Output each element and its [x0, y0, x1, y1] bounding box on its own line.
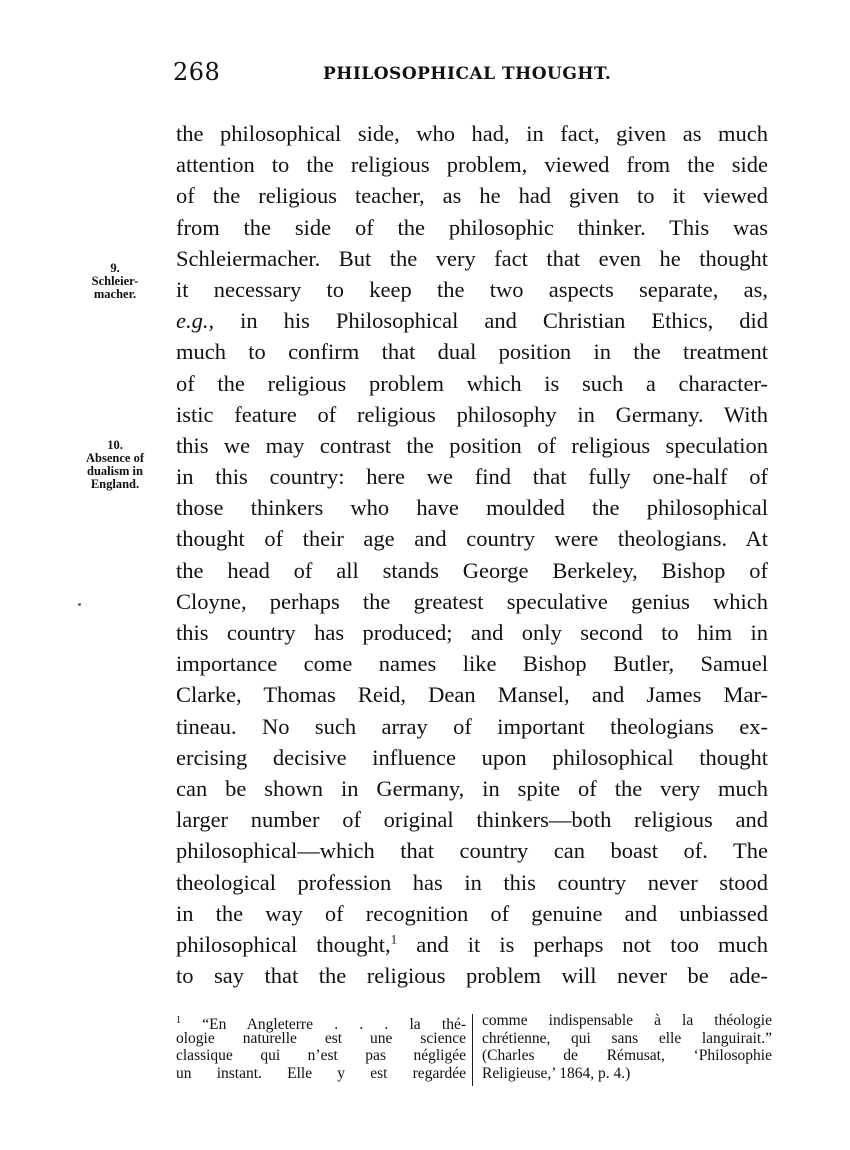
text-line: istic feature of religious philosophy in Germany. With	[176, 401, 768, 427]
sidenote-line: macher.	[93, 287, 137, 301]
footnote-column-divider	[472, 1014, 473, 1086]
sidenote-line: dualism in	[87, 464, 143, 478]
footnote-line: chrétienne, qui sans elle languirait.”	[482, 1029, 772, 1047]
text-line: importance come names like Bishop Butler, Samuel	[176, 651, 768, 677]
footnote-right-column	[482, 1012, 772, 1082]
text-line: much to confirm that dual position in the treatment	[176, 339, 768, 365]
footnote-line: un instant. Elle y est regardée	[176, 1064, 466, 1082]
page-number: 268	[173, 58, 221, 86]
text-line: from the side of the philosophic thinker. This was	[176, 214, 768, 240]
text-line: thought of their age and country were theologians. At	[176, 526, 768, 552]
text-line: Clarke, Thomas Reid, Dean Mansel, and James Mar-	[176, 682, 768, 708]
footnote-marker: 1	[176, 1015, 181, 1026]
text-line: theological profession has in this country never stood	[176, 869, 768, 895]
text-line: the head of all stands George Berkeley, Bishop of	[176, 557, 768, 583]
text-line: philosophical—which that country can boast of. The	[176, 838, 768, 864]
footnote-text: “En Angleterre . . . la thé-	[202, 1016, 467, 1034]
sidenote-line: Absence of	[86, 451, 144, 465]
text-line: can be shown in Germany, in spite of the very much	[176, 775, 768, 801]
text-line: larger number of original thinkers—both religious and	[176, 807, 768, 833]
sidenote-line: Schleier-	[91, 274, 139, 288]
stray-ink-mark	[78, 603, 81, 606]
footnote-left-column	[176, 1012, 466, 1082]
text-line: this country has produced; and only second to him in	[176, 620, 768, 645]
text-line: Cloyne, perhaps the greatest speculative genius which	[176, 588, 768, 614]
text-line: tineau. No such array of important theologians ex-	[176, 713, 768, 739]
footnote-reference[interactable]: 1	[390, 931, 398, 947]
text-line: ercising decisive influence upon philosophical thought	[176, 744, 768, 770]
text-line: those thinkers who have moulded the philosophical	[176, 495, 768, 521]
footnote-line	[176, 1012, 467, 1034]
footnote-line: classique qui n’est pas négligée	[176, 1047, 466, 1065]
eg-abbreviation: e.g.,	[176, 308, 215, 334]
footnote-line: (Charles de Rémusat, ‘Philosophie	[482, 1047, 772, 1065]
footnote-line: comme indispensable à la théologie	[482, 1012, 772, 1029]
sidenote-number: 10.	[107, 438, 123, 452]
text-line: in the way of recognition of genuine and unbiassed	[176, 900, 768, 926]
sidenote-schleiermacher	[72, 262, 158, 301]
text-line: it necessary to keep the two aspects separate, as,	[176, 276, 768, 302]
footnote-line: Religieuse,’ 1864, p. 4.)	[482, 1064, 631, 1082]
text-line: attention to the religious problem, viewed from the side	[176, 152, 768, 178]
running-title: PHILOSOPHICAL THOUGHT.	[323, 64, 612, 84]
text-line: to say that the religious problem will never be ade-	[176, 963, 768, 989]
footnote-line: ologie naturelle est une science	[176, 1029, 466, 1047]
text-line: Schleiermacher. But the very fact that even he thought	[176, 245, 768, 271]
text-line: the philosophical side, who had, in fact, given as much	[176, 121, 768, 146]
text-line-with-footnote-ref	[176, 929, 768, 960]
sidenote-line: England.	[90, 477, 140, 491]
body-text	[176, 118, 768, 991]
sidenote-number: 9.	[110, 261, 120, 275]
text-line: of the religious teacher, as he had given to it viewed	[176, 183, 768, 209]
text-line-with-eg	[176, 305, 768, 336]
text-line: this we may contrast the position of religious speculation	[176, 432, 768, 458]
text-line: in his Philosophical and Christian Ethics, did	[240, 308, 769, 334]
text-fragment: philosophical thought,	[176, 931, 391, 957]
sidenote-absence-of-dualism	[72, 439, 158, 491]
text-line: in this country: here we find that fully one-half of	[176, 464, 768, 490]
text-fragment: and it is perhaps not too much	[397, 931, 768, 957]
text-line: of the religious problem which is such a character-	[176, 370, 768, 396]
